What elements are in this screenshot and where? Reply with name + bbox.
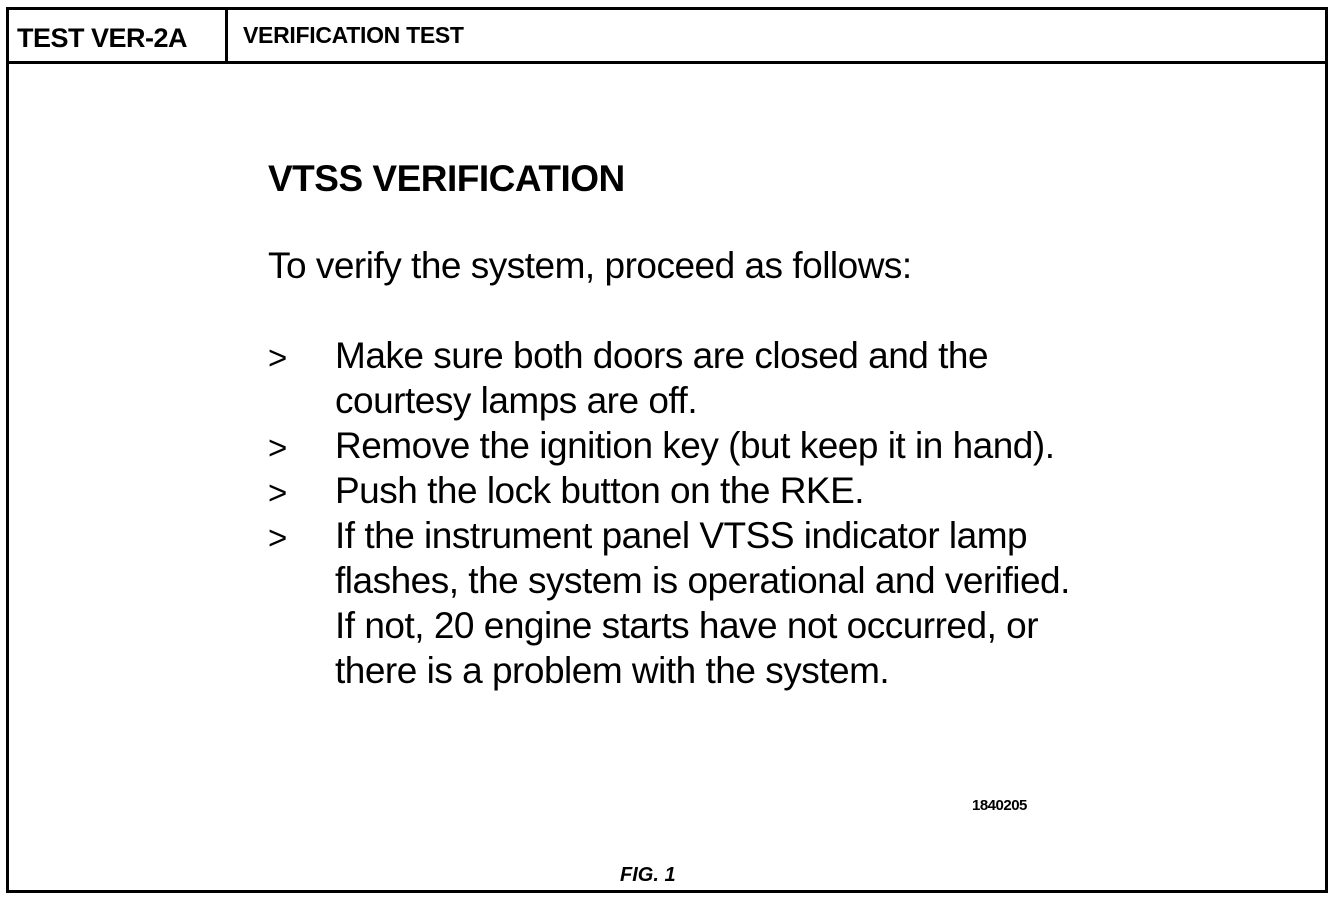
step-text: Remove the ignition key (but keep it in hand).	[335, 425, 1055, 466]
step-marker: >	[268, 519, 287, 556]
list-item	[268, 513, 1088, 693]
figure-caption: FIG. 1	[620, 864, 676, 886]
figure-title: VTSS VERIFICATION	[268, 158, 625, 199]
step-list	[268, 333, 1088, 693]
header-bar	[9, 10, 1325, 64]
step-marker: >	[268, 474, 287, 511]
step-text: If the instrument panel VTSS indicator lamp flashes, the system is operational and verified. If not, 20 engine starts have not occurred, or there is a problem with the system.	[335, 515, 1070, 691]
step-marker: >	[268, 339, 287, 376]
test-title-cell: VERIFICATION TEST	[243, 22, 464, 48]
list-item	[268, 423, 1088, 468]
intro-text: To verify the system, proceed as follows:	[268, 245, 912, 286]
step-text: Make sure both doors are closed and the courtesy lamps are off.	[335, 335, 989, 421]
step-text: Push the lock button on the RKE.	[335, 470, 865, 511]
step-marker: >	[268, 429, 287, 466]
list-item	[268, 333, 1088, 423]
test-id-cell: TEST VER-2A	[9, 10, 228, 61]
list-item	[268, 468, 1088, 513]
reference-code: 1840205	[972, 797, 1027, 814]
